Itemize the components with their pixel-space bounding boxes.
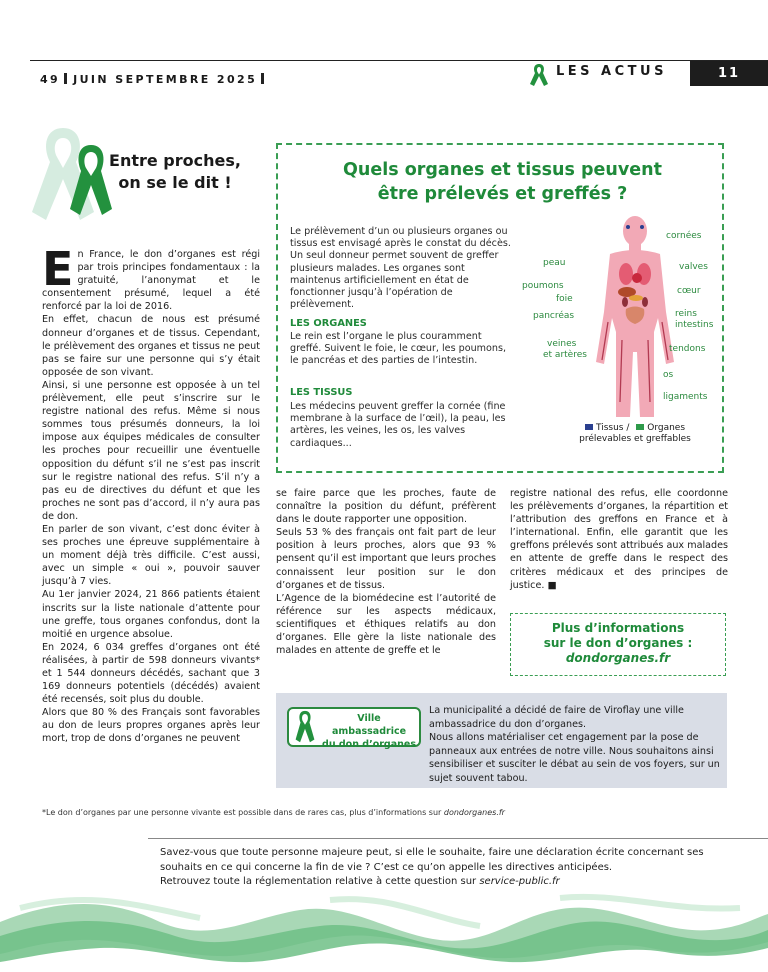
label-valves: valves	[679, 262, 708, 272]
legend-row	[560, 423, 710, 434]
section-title: LES ACTUS	[556, 64, 667, 79]
article-paragraph: L’Agence de la biomédecine est l’autorité de référence sur les aspects médicaux, scientifiques et éthiques relatifs au don d’organes. Elle gère la liste nationale des malades en attente de greffe et le	[276, 592, 496, 657]
article-column-2	[276, 487, 496, 657]
header-separator	[64, 73, 67, 84]
article-paragraph: Ainsi, si une personne est opposée à un tel prélèvement, elle peut s’inscrire sur le registre national des refus. Même si nous sommes tous présumés donneurs, la loi impose aux équipes médicales de consulter les proches pour recueillir une éventuelle opposition du défunt s’il ne s’est pas inscrit sur le registre national des refus. S’il n’y a pas eu de directives du défunt et que les proches ne sont pas d’accord, il n’y aura pas de don.	[42, 379, 260, 522]
page-number-badge: 11	[690, 61, 768, 86]
legend-tissus: Tissus /	[595, 423, 630, 433]
ambassador-paragraph: Nous allons matérialiser cet engagement par la pose de panneaux aux entrées de notre ville. Nous souhaitons ainsi sensibiliser et susciter le débat au sein de vos foyers, sur un sujet souvent tabou.	[429, 732, 720, 784]
ambassador-badge-text: Ville ambassadrice du don d’organes	[322, 713, 416, 750]
green-ribbon-icon	[528, 62, 550, 88]
label-foie: foie	[556, 294, 573, 304]
header-month: JUIN SEPTEMBRE 2025	[73, 73, 258, 86]
organs-heading: LES ORGANES	[290, 318, 367, 329]
label-ligaments: ligaments	[663, 392, 708, 402]
article-paragraph: En 2024, 6 034 greffes d’organes ont été réalisées, à partir de 598 donneurs vivants* et 1 544 donneurs décédés, sachant que 3 169 donneurs potentiels (décédés) avaient été recensés, soit plus du double.	[42, 641, 260, 706]
title-line: Entre proches,	[109, 151, 241, 170]
infographic-title	[300, 158, 705, 206]
label-cornees: cornées	[666, 231, 702, 241]
more-info-text	[510, 621, 726, 666]
service-public-link[interactable]: service-public.fr	[479, 876, 560, 887]
infographic-intro	[290, 226, 515, 311]
legend-swatch-tissus	[585, 424, 593, 430]
label-intestins: intestins	[675, 320, 714, 330]
article-paragraph: En France, le don d’organes est régi par trois principes fondamentaux : la gratuité, l’anonymat et le consentement présumé, lequel a été renforcé par la loi de 2016.	[42, 242, 260, 313]
article-paragraph: En parler de son vivant, c’est donc éviter à ses proches une épreuve supplémentaire à un moment déjà très difficile. C’est aussi, avec un simple « oui », pouvoir sauver jusqu’à 7 vies.	[42, 523, 260, 588]
bottom-rule	[148, 838, 768, 839]
page-title	[100, 150, 250, 194]
article-paragraph: se faire parce que les proches, faute de connaître la position du défunt, préfèrent dans le doute rapporter une opposition.	[276, 488, 496, 526]
article-paragraph: Seuls 53 % des français ont fait part de leur position à leurs proches, alors que 93 % pensent qu’il est important que leurs proches connaissent leur position sur le don d’organes et de tissus.	[276, 527, 496, 591]
footnote-link[interactable]: dondorganes.fr	[443, 808, 505, 817]
label-arteres: et artères	[543, 350, 587, 360]
header-separator	[261, 73, 264, 84]
article-paragraph: registre national des refus, elle coordonne les prélèvements d’organes, la répartition et l’attribution des greffons en France et à l’international. Enfin, elle garantit que les greffons prélevés sont attribués aux malades en attente de greffe dans le respect des critères médicaux et des principes de justice. ■	[510, 488, 728, 591]
article-column-3	[510, 487, 728, 592]
label-peau: peau	[543, 258, 566, 268]
tissues-heading: LES TISSUS	[290, 387, 353, 398]
legend-caption: prélevables et greffables	[579, 434, 691, 444]
more-info-line: sur le don d’organes :	[543, 636, 693, 650]
ambassador-paragraph: La municipalité a décidé de faire de Viroflay une ville ambassadrice du don d’organes.	[429, 705, 684, 730]
header-rule	[30, 60, 768, 61]
label-poumons: poumons	[522, 281, 564, 291]
article-paragraph: Alors que 80 % des Français sont favorables au don de leurs propres organes après leur mort, trop de dons d’organes ne peuvent	[42, 707, 260, 745]
header-page-number: 49	[40, 73, 61, 86]
label-os: os	[663, 370, 674, 380]
legend-swatch-organes	[636, 424, 644, 430]
label-pancreas: pancréas	[533, 311, 575, 321]
label-veines: veines	[547, 339, 577, 349]
title-line: on se le dit !	[118, 173, 232, 192]
infographic-intro-text: Le prélèvement d’un ou plusieurs organes ou tissus est envisagé après le constat du décès. Un seul donneur permet souvent de greffer plusieurs malades. Les organes sont maintenus artificiellement en état de fonctionner jusqu’à l’opération de prélèvement.	[290, 226, 511, 311]
label-coeur: cœur	[677, 286, 701, 296]
article-column-1	[42, 242, 260, 746]
organs-text: Le rein est l’organe le plus couramment greffé. Suivent le foie, le cœur, les poumons, le pancréas et des parties de l’intestin.	[290, 331, 507, 367]
notice-paragraph: Savez-vous que toute personne majeure peut, si elle le souhaite, faire une déclaration écrite concernant ses souhaits en ce qui concerne la fin de vie ? C’est ce qu’on appelle les directives anticipées.	[160, 847, 704, 873]
infographic-legend	[560, 423, 710, 445]
tissues-text: Les médecins peuvent greffer la cornée (fine membrane à la surface de l’œil), la peau, les artères, les veines, les os, les valves cardiaques...	[290, 401, 506, 449]
label-reins: reins	[675, 309, 697, 319]
green-ribbon-icon	[293, 710, 317, 744]
more-info-line: Plus d’informations	[551, 621, 685, 635]
article-paragraph: En effet, chacun de nous est présumé donneur d’organes et de tissus. Cependant, le prélèvement des organes et tissus ne peut pas se faire sur une personne qui s’y était opposée de son vivant.	[42, 314, 260, 378]
drop-cap: E	[42, 242, 74, 296]
footnote: *Le don d’organes par une personne vivante est possible dans de rares cas, plus d’informations sur dondorganes.fr	[42, 808, 505, 817]
infographic-title-line: être prélevés et greffés ?	[377, 184, 628, 204]
notice-paragraph: Retrouvez toute la réglementation relative à cette question sur service-public.fr	[160, 876, 560, 887]
legend-organes: Organes	[647, 423, 686, 433]
article-paragraph: Au 1er janvier 2024, 21 866 patients étaient inscrits sur la liste nationale d’attente pour une greffe, tous organes confondus, dont la moitié en urgence absolue.	[42, 589, 260, 640]
ambassador-text	[429, 704, 721, 786]
infographic-title-line: Quels organes et tissus peuvent	[343, 160, 662, 180]
more-info-link[interactable]: dondorganes.fr	[565, 651, 671, 665]
decorative-ribbon-wave	[0, 878, 768, 972]
label-tendons: tendons	[669, 344, 706, 354]
header-issue	[40, 73, 264, 86]
